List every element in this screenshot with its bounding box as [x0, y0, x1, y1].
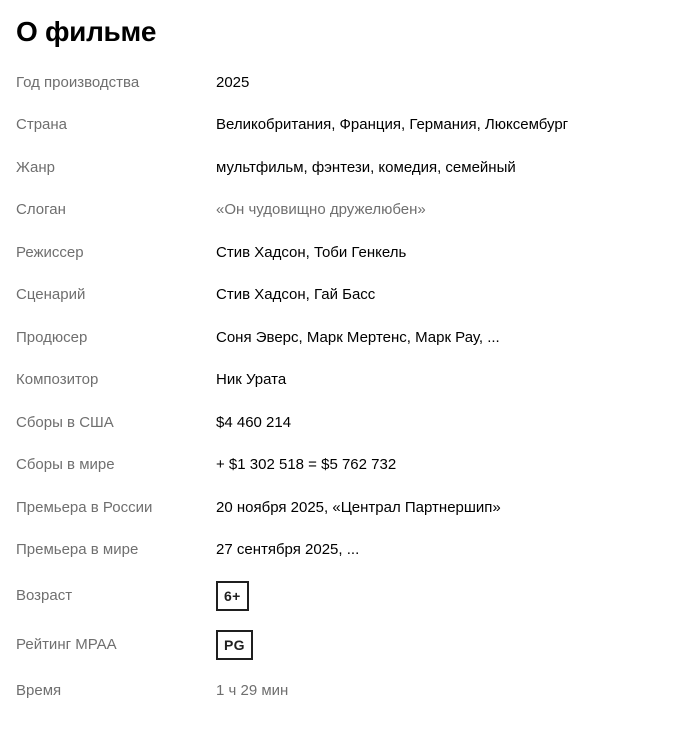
premiere-russia-link[interactable]: 20 ноября 2025, «Централ Партнершип»	[216, 498, 501, 516]
row-label: Возраст	[16, 587, 73, 604]
year-link[interactable]: 2025	[216, 73, 250, 91]
row-year	[0, 61, 686, 104]
row-country	[0, 104, 686, 147]
box-office-world-link[interactable]: + $1 302 518 = $5 762 732	[216, 456, 397, 474]
producer-links[interactable]: Соня Эверс, Марк Мертенс, Марк Рау, ...	[216, 328, 500, 346]
mpaa-rating-badge[interactable]: PG	[216, 630, 253, 660]
section-title: О фильме	[16, 16, 157, 47]
box-office-usa-link[interactable]: $4 460 214	[216, 413, 292, 431]
row-duration	[0, 669, 686, 712]
row-label: Премьера в России	[16, 498, 153, 516]
row-director	[0, 231, 686, 274]
mpaa-value	[216, 630, 253, 660]
row-mpaa	[0, 620, 686, 669]
age-value	[216, 581, 249, 611]
premiere-world-link[interactable]: 27 сентября 2025, ...	[216, 541, 360, 559]
row-screenplay	[0, 274, 686, 317]
duration-text: 1 ч 29 мин	[216, 681, 289, 699]
row-genre	[0, 146, 686, 189]
row-label: Время	[16, 681, 62, 699]
row-label: Рейтинг MPAA	[16, 636, 117, 653]
row-box-office-usa	[0, 401, 686, 444]
row-composer	[0, 359, 686, 402]
row-label: Продюсер	[16, 328, 88, 346]
row-slogan	[0, 189, 686, 232]
screenplay-links[interactable]: Стив Хадсон, Гай Басс	[216, 286, 376, 304]
row-label: Сборы в США	[16, 413, 114, 431]
row-label: Слоган	[16, 201, 66, 219]
row-label: Премьера в мире	[16, 541, 139, 559]
director-links[interactable]: Стив Хадсон, Тоби Генкель	[216, 243, 407, 261]
row-label: Сценарий	[16, 286, 86, 304]
genre-links[interactable]: мультфильм, фэнтези, комедия, семейный	[216, 158, 516, 176]
row-label: Режиссер	[16, 243, 84, 261]
movie-info-table	[0, 61, 686, 712]
age-rating-badge[interactable]: 6+	[216, 581, 249, 611]
row-label: Страна	[16, 116, 68, 134]
row-label: Жанр	[16, 158, 55, 176]
row-age	[0, 571, 686, 620]
row-label: Год производства	[16, 73, 140, 91]
slogan-text: «Он чудовищно дружелюбен»	[216, 201, 426, 219]
composer-link[interactable]: Ник Урата	[216, 371, 287, 389]
row-producer	[0, 316, 686, 359]
row-box-office-world	[0, 444, 686, 487]
row-premiere-russia	[0, 486, 686, 529]
row-premiere-world	[0, 529, 686, 572]
row-label: Сборы в мире	[16, 456, 115, 474]
country-links[interactable]: Великобритания, Франция, Германия, Люксембург	[216, 116, 569, 134]
row-label: Композитор	[16, 371, 99, 389]
